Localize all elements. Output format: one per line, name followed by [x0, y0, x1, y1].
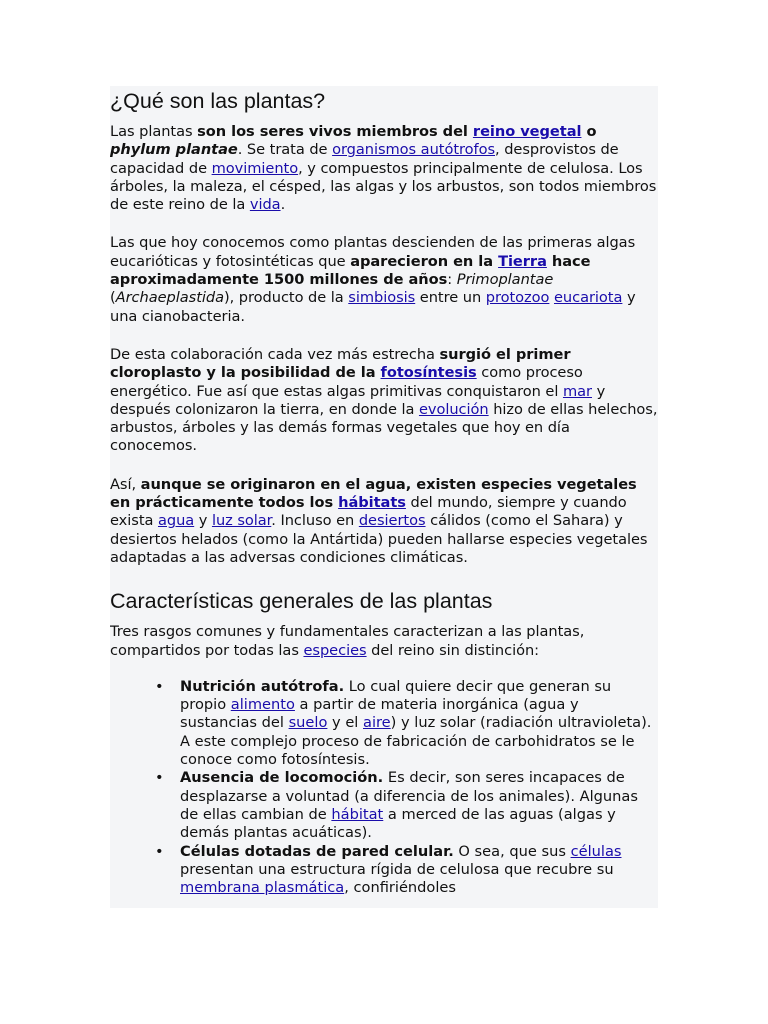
bold-text: surgió el primer cloroplasto y la posibilidad de la	[110, 345, 571, 382]
link-alimento[interactable]: alimento	[230, 696, 295, 714]
text: (	[110, 289, 116, 307]
article-content[interactable]	[110, 86, 658, 908]
text: y el	[327, 714, 363, 732]
text: De esta colaboración cada vez más estrecha	[110, 345, 440, 363]
link-organismos-autotrofos[interactable]: organismos autótrofos	[332, 141, 496, 159]
text: Las plantas	[110, 123, 198, 140]
bold-text: hace aproximadamente 1500 millones de años	[110, 252, 591, 289]
italic-text: Primoplantae	[456, 271, 554, 289]
text: , desprovistos de capacidad de	[110, 141, 619, 177]
text: y una cianobacteria.	[110, 289, 636, 325]
bold-text: aunque se originaron en el agua, existen especies vegetales en prácticamente todos los	[110, 475, 637, 512]
link-suelo[interactable]: suelo	[288, 714, 328, 732]
text: , y compuestos principalmente de celulosa. Los árboles, la maleza, el césped, las algas y los arbustos, son todos miembros de este reino de la	[110, 159, 657, 214]
text: . Incluso en	[271, 512, 359, 530]
link-desiertos[interactable]: desiertos	[358, 512, 426, 530]
text: Es decir, son seres incapaces de desplazarse a voluntad (a diferencia de los animales). Algunas de ellas cambian de	[180, 769, 638, 823]
link-membrana-plasmatica[interactable]: membrana plasmática	[180, 879, 345, 897]
link-agua[interactable]: agua	[157, 512, 195, 530]
bold-text: aparecieron en la	[350, 252, 499, 270]
link-reino-vegetal[interactable]: reino vegetal	[472, 123, 582, 140]
paragraph-5	[110, 623, 658, 660]
italic-text: Archaeplastida	[115, 289, 224, 307]
link-habitat[interactable]: hábitat	[331, 805, 384, 823]
link-luz-solar[interactable]: luz solar	[211, 512, 272, 530]
text: como proceso energético. Fue así que estas algas primitivas conquistaron el	[110, 364, 583, 400]
text: :	[447, 271, 457, 289]
text: del mundo, siempre y cuando exista	[110, 494, 627, 530]
text: del reino sin distinción:	[366, 641, 540, 659]
text: Lo cual quiere decir que generan su propio	[180, 677, 612, 714]
bullet-icon: •	[155, 769, 164, 787]
link-movimiento[interactable]: movimiento	[211, 159, 299, 177]
link-vida[interactable]: vida	[249, 196, 281, 214]
link-protozoo[interactable]: protozoo	[485, 289, 550, 307]
link-simbiosis[interactable]: simbiosis	[348, 289, 416, 307]
section-heading-que-son-las-plantas: ¿Qué son las plantas?	[110, 89, 326, 113]
text: presentan una estructura rígida de celulosa que recubre su	[180, 860, 614, 878]
text: ) y luz solar (radiación ultravioleta). A este complejo proceso de fabricación de carbohidratos se le conoce como fotosíntesis.	[180, 714, 652, 769]
paragraph-4	[110, 476, 658, 567]
text: ), producto de la	[223, 289, 349, 307]
text: y	[194, 512, 212, 530]
link-celulas[interactable]: células	[570, 842, 622, 860]
text: .	[280, 196, 286, 214]
bullet-icon: •	[155, 842, 164, 860]
characteristics-list	[110, 678, 658, 898]
link-tierra[interactable]: Tierra	[498, 252, 547, 270]
paragraph-2	[110, 234, 658, 325]
link-aire[interactable]: aire	[363, 714, 391, 732]
text: Las que hoy conocemos como plantas descienden de las primeras algas eucarióticas y fotosintéticas que	[110, 234, 636, 270]
section-heading-caracteristicas: Características generales de las plantas	[110, 589, 493, 614]
bullet-icon: •	[155, 677, 164, 695]
text: Tres rasgos comunes y fundamentales caracterizan a las plantas, compartidos por todas las	[110, 623, 585, 659]
text: . Se trata de	[237, 141, 333, 159]
list-item-pared-celular	[155, 842, 658, 898]
link-mar[interactable]: mar	[562, 382, 592, 400]
link-eucariota[interactable]: eucariota	[553, 289, 623, 307]
list-item-locomocion	[155, 769, 658, 842]
italic-text: phylum plantae	[110, 141, 238, 159]
bold-text: Nutrición autótrofa.	[180, 677, 345, 695]
bold-text: o	[581, 123, 597, 140]
paragraph-3	[110, 346, 658, 456]
bold-text: Células dotadas de pared celular.	[180, 842, 454, 860]
text: Así,	[110, 475, 141, 493]
text: a partir de materia inorgánica (agua y sustancias del	[180, 696, 579, 732]
paragraph-1	[110, 123, 658, 214]
text: , confiriéndoles	[344, 879, 457, 897]
bold-text: Ausencia de locomoción.	[180, 769, 384, 787]
text: y después colonizaron la tierra, en donde la	[110, 382, 606, 418]
link-fotosintesis[interactable]: fotosíntesis	[380, 364, 477, 382]
link-evolucion[interactable]: evolución	[418, 400, 489, 418]
text: entre un	[415, 289, 486, 307]
text: a merced de las aguas (algas y demás plantas acuáticas).	[180, 805, 616, 842]
bold-text: son los seres vivos miembros del	[197, 123, 473, 140]
text: hizo de ellas helechos, arbustos, árboles y las demás formas vegetales que hoy en día conocemos.	[110, 400, 658, 455]
text: cálidos (como el Sahara) y desiertos helados (como la Antártida) pueden hallarse especies vegetales adaptadas a las adversas condiciones climáticas.	[110, 512, 648, 566]
link-especies[interactable]: especies	[303, 641, 367, 659]
list-item-nutricion	[155, 677, 658, 769]
text: O sea, que sus	[453, 842, 571, 860]
link-habitats[interactable]: hábitats	[338, 494, 406, 512]
